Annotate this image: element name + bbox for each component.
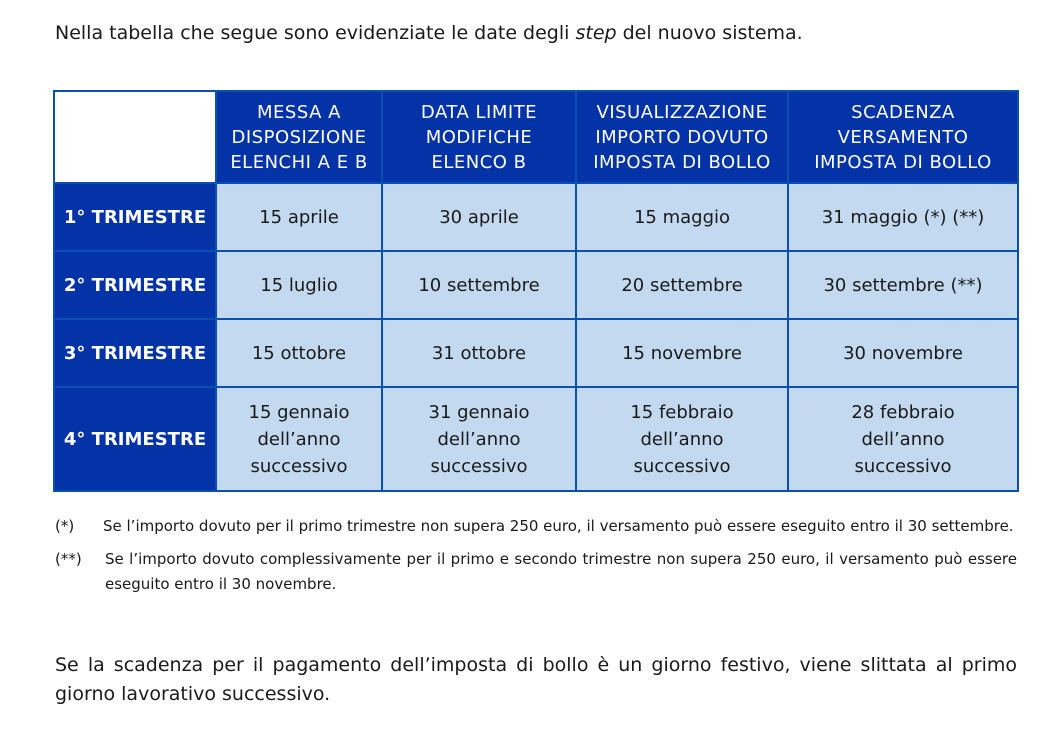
table-header-row xyxy=(54,91,1018,183)
row-header: 1° TRIMESTRE xyxy=(54,183,216,251)
table-cell xyxy=(382,183,576,251)
text-line: VERSAMENTO xyxy=(837,126,969,148)
column-header xyxy=(382,91,576,183)
footnote-text: Se l’importo dovuto per il primo trimestre non supera 250 euro, il versamento può essere eseguito entro il 30 settembre. xyxy=(103,517,1014,535)
text-line: ELENCHI A E B xyxy=(230,151,368,173)
text-line: 15 febbraio xyxy=(630,401,734,423)
row-header: 3° TRIMESTRE xyxy=(54,319,216,387)
footnotes xyxy=(55,514,1017,605)
text-line: 31 maggio (*) (**) xyxy=(821,206,985,228)
table-row xyxy=(54,183,1018,251)
table-cell xyxy=(576,183,788,251)
text-line: IMPOSTA DI BOLLO xyxy=(814,151,992,173)
text-line: DATA LIMITE xyxy=(420,101,538,123)
text-line: IMPORTO DOVUTO xyxy=(595,126,769,148)
text-line: ELENCO B xyxy=(431,151,527,173)
row-header: 4° TRIMESTRE xyxy=(54,387,216,491)
text-line: dell’anno xyxy=(640,428,724,450)
column-header xyxy=(576,91,788,183)
footnote xyxy=(55,547,1017,597)
table-cell xyxy=(382,387,576,491)
text-line: dell’anno xyxy=(861,428,945,450)
closing-paragraph: Se la scadenza per il pagamento dell’imposta di bollo è un giorno festivo, viene slittata al primo giorno lavorativo successivo. xyxy=(55,654,1017,705)
text-line: 10 settembre xyxy=(418,274,540,296)
text-line: 15 ottobre xyxy=(251,342,347,364)
table-cell xyxy=(216,183,382,251)
text-line: 15 aprile xyxy=(259,206,339,228)
text-line: 31 gennaio xyxy=(428,401,530,423)
table-cell xyxy=(216,387,382,491)
table-row xyxy=(54,319,1018,387)
footnote-text: Se l’importo dovuto complessivamente per il primo e secondo trimestre non supera 250 euro, il versamento può essere eseguito entro il 30 novembre. xyxy=(105,550,1017,593)
text-line: SCADENZA xyxy=(851,101,955,123)
text-line: dell’anno xyxy=(437,428,521,450)
text-line: successivo xyxy=(854,455,952,477)
text-line: 28 febbraio xyxy=(851,401,955,423)
row-header: 2° TRIMESTRE xyxy=(54,251,216,319)
table-corner xyxy=(54,91,216,183)
text-line: 15 novembre xyxy=(622,342,742,364)
text-line: successivo xyxy=(250,455,348,477)
table-cell xyxy=(788,319,1018,387)
text-line: DISPOSIZIONE xyxy=(231,126,367,148)
text-line: 15 maggio xyxy=(633,206,731,228)
text-line: successivo xyxy=(633,455,731,477)
table-cell xyxy=(788,251,1018,319)
text-line: 30 novembre xyxy=(843,342,963,364)
table-cell xyxy=(382,319,576,387)
table-cell xyxy=(788,387,1018,491)
table-row xyxy=(54,251,1018,319)
text-line: 31 ottobre xyxy=(431,342,527,364)
text-line: successivo xyxy=(430,455,528,477)
text-line: VISUALIZZAZIONE xyxy=(596,101,768,123)
text-line: 15 luglio xyxy=(260,274,338,296)
table-cell xyxy=(788,183,1018,251)
intro-text-before: Nella tabella che segue sono evidenziate le date degli xyxy=(55,22,576,44)
footnote-mark: (*) xyxy=(55,517,75,535)
intro-paragraph xyxy=(55,18,803,48)
intro-text-after: del nuovo sistema. xyxy=(616,22,803,44)
column-header xyxy=(788,91,1018,183)
intro-emphasis: step xyxy=(575,22,617,44)
text-line: 20 settembre xyxy=(621,274,743,296)
text-line: MESSA A xyxy=(257,101,341,123)
deadlines-table xyxy=(53,90,1019,492)
text-line: MODIFICHE xyxy=(425,126,533,148)
table-cell xyxy=(576,251,788,319)
text-line: 30 aprile xyxy=(439,206,519,228)
footnote xyxy=(55,514,1017,539)
table-cell xyxy=(216,319,382,387)
text-line: dell’anno xyxy=(257,428,341,450)
column-header xyxy=(216,91,382,183)
table-cell xyxy=(576,319,788,387)
text-line: IMPOSTA DI BOLLO xyxy=(593,151,771,173)
text-line: 15 gennaio xyxy=(248,401,350,423)
table-row xyxy=(54,387,1018,491)
text-line: 30 settembre (**) xyxy=(823,274,983,296)
table-cell xyxy=(576,387,788,491)
table-cell xyxy=(382,251,576,319)
table-cell xyxy=(216,251,382,319)
footnote-mark: (**) xyxy=(55,550,82,568)
